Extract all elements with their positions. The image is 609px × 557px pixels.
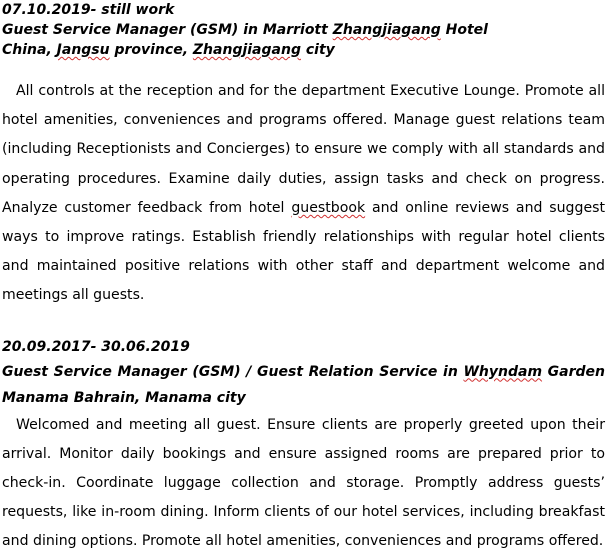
- job-date-text: 07.10.2019- still work: [2, 2, 175, 18]
- job-entry-whyndam: [2, 337, 605, 557]
- job-title-text: Guest Service Manager (GSM) / Guest Relation Service in: [2, 363, 464, 380]
- job-title-place: Zhangjiagang: [332, 22, 441, 38]
- job-location-province: Jangsu: [56, 42, 110, 58]
- job-description: [2, 77, 605, 311]
- job-date: [2, 337, 605, 357]
- job-description-part1: All controls at the reception and for the department Executive Lounge. Promote all hotel amenities, conveniences and programs offered. Manage guest relations team (including Receptionists and Concierges) to ensure we comply with all standards and operating procedures. Examine daily duties, assign tasks and check on progress. Analyze customer feedback from hotel: [2, 83, 605, 216]
- job-title: [2, 359, 605, 411]
- job-title-brand: Whyndam: [463, 363, 543, 380]
- job-location-city: Zhangjiagang: [192, 42, 301, 58]
- job-entry-marriott: [2, 0, 605, 311]
- job-title-suffix: Garden Manama Bahrain, Manama city: [2, 363, 606, 406]
- job-date-text: 20.09.2017- 30.06.2019: [2, 338, 190, 355]
- job-location-mid: province,: [109, 42, 193, 58]
- job-title-suffix: Hotel: [440, 22, 488, 38]
- job-date: [2, 0, 605, 20]
- job-description-part2: and online reviews and suggest ways to improve ratings. Establish friendly relationships with regular hotel clients and maintained positive relations with other staff and department welcome and meetings all guests.: [2, 199, 605, 304]
- document-page: [2, 0, 605, 557]
- job-title-text: Guest Service Manager (GSM) in Marriott: [2, 22, 333, 38]
- job-location-suffix: city: [300, 42, 335, 58]
- job-title: [2, 20, 605, 40]
- job-location-country: China,: [2, 42, 57, 58]
- job-location: [2, 40, 605, 60]
- job-description-word: guestbook: [291, 199, 366, 216]
- job-description: Welcomed and meeting all guest. Ensure clients are properly greeted upon their arrival. Monitor daily bookings and ensure assigned rooms are prepared prior to check-in. Coordinate luggage collection and storage. Promptly address guests’ requests, like in-room dining. Inform clients of our hotel services, including breakfast and dining options. Promote all hotel amenities, conveniences and programs offered.: [2, 416, 605, 550]
